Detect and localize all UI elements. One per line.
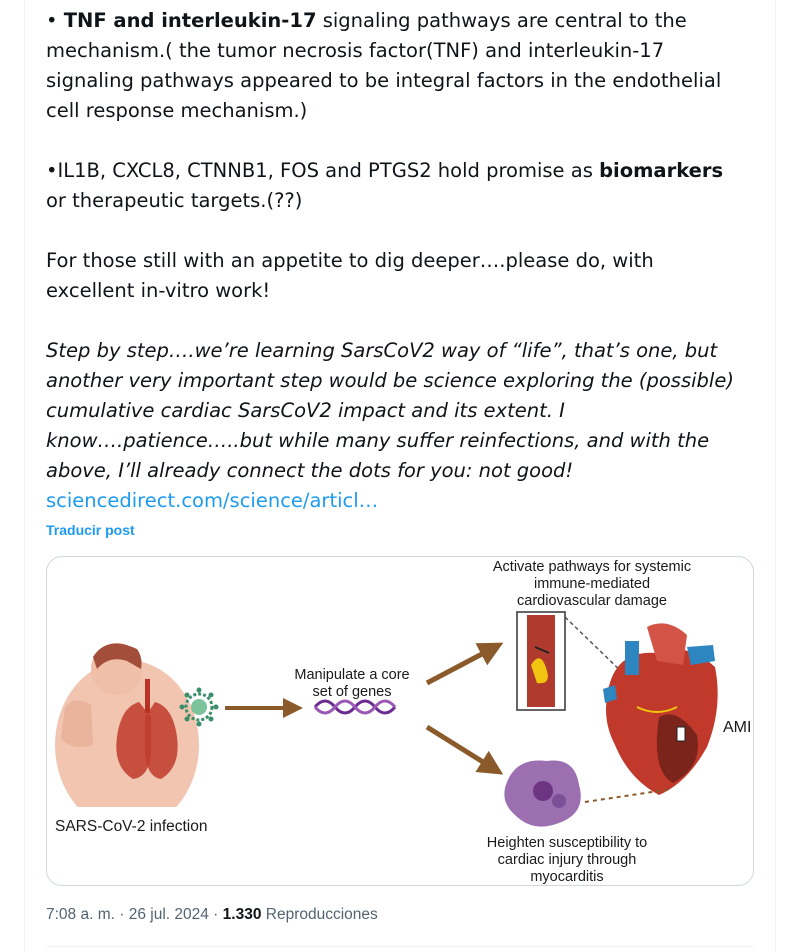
paragraph-appetite: For those still with an appetite to dig deeper….please do, with excellent in-vitro work! [46, 249, 654, 302]
bold-tnf: TNF and interleukin-17 [63, 9, 317, 32]
bold-biomarkers: biomarkers [599, 159, 724, 182]
article-link[interactable]: sciencedirect.com/science/articl… [46, 489, 379, 512]
translate-post-link[interactable]: Traducir post [46, 522, 135, 538]
post-date[interactable]: 26 jul. 2024 [128, 906, 209, 923]
label-heighten-susceptibility: Heighten susceptibility to cardiac injury through myocarditis [486, 835, 648, 885]
paragraph-step-by-step: Step by step….we’re learning SarsCoV2 way of “life”, that’s one, but another very important step would be science exploring the (possible) cumulative cardiac SarsCoV2 impact and its extent. I know….patience…..but while many suffer reinfections, and with the above, I’ll already connect the dots for you: not good! [46, 339, 734, 482]
post-time[interactable]: 7:08 a. m. [46, 906, 115, 923]
virus-icon [180, 688, 219, 727]
label-manipulate-genes: Manipulate a core set of genes [294, 667, 410, 700]
coughing-person-illustration [47, 643, 212, 885]
post-body [46, 6, 746, 516]
post-meta: 7:08 a. m. · 26 jul. 2024 · 1.330 Reproducciones [46, 906, 378, 923]
artery-plaque-illustration [517, 612, 565, 710]
heart-illustration [603, 623, 718, 795]
immune-cell-illustration [504, 760, 580, 826]
divider [46, 946, 754, 947]
label-activate-pathways: Activate pathways for systemic immune-mediated cardiovascular damage [492, 559, 692, 609]
label-sars-cov-2-infection: SARS-CoV-2 infection [55, 818, 208, 835]
dna-icon [315, 701, 395, 713]
arrow-to-cell [427, 727, 499, 772]
label-ami: AMI [723, 719, 752, 736]
paragraph-tnf: • TNF and interleukin-17 signaling pathways are central to the mechanism.( the tumor necrosis factor(TNF) and interleukin-17 signaling pathways appeared to be integral factors in the endothelial cell response mechanism.) [46, 9, 722, 122]
paragraph-biomarkers: •IL1B, CXCL8, CTNNB1, FOS and PTGS2 hold promise as biomarkers or therapeutic targets.(??) [46, 159, 724, 212]
arrow-to-vessel [427, 645, 499, 683]
attached-figure[interactable] [46, 556, 754, 886]
views-count: 1.330 [222, 906, 262, 923]
views-label: Reproducciones [261, 906, 378, 923]
